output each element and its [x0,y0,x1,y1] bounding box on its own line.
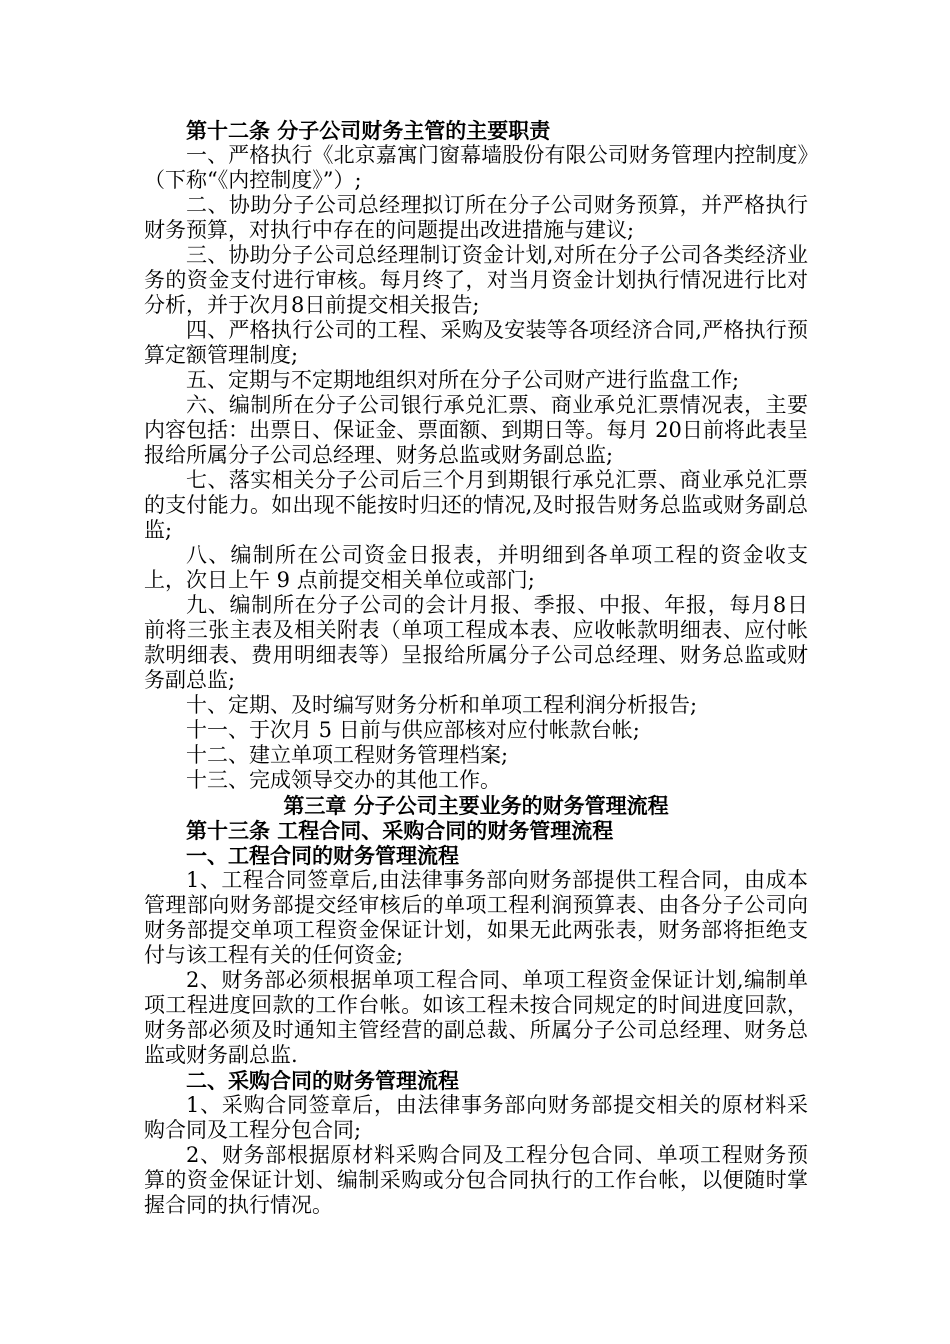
article-12-item-6: 六、编制所在分子公司银行承兑汇票、商业承兑汇票情况表，主要内容包括：出票日、保证金、票面额、到期日等。每月 20日前将此表呈报给所属分子公司总经理、财务总监或财务副总监; [144,393,808,467]
article-12-item-9: 九、编制所在分子公司的会计月报、季报、中报、年报，每月8日前将三张主表及相关附表（单项工程成本表、应收帐款明细表、应付帐款明细表、费用明细表等）呈报给所属分子公司总经理、财务总监或财务副总监; [144,593,808,692]
section-2-item-2: 2、财务部根据原材料采购合同及工程分包合同、单项工程财务预算的资金保证计划、编制采购或分包合同执行的工作台帐，以便随时掌握合同的执行情况。 [144,1143,808,1217]
section-2-heading: 二、采购合同的财务管理流程 [186,1068,459,1093]
article-12-item-12: 十二、建立单项工程财务管理档案; [186,743,509,767]
article-12-heading: 第十二条 分子公司财务主管的主要职责 [186,118,551,143]
chapter-3-heading: 第三章 分子公司主要业务的财务管理流程 [283,793,669,818]
article-12-item-5: 五、定期与不定期地组织对所在分子公司财产进行监盘工作; [186,368,740,392]
article-12-item-2: 二、协助分子公司总经理拟订所在分子公司财务预算，并严格执行财务预算，对执行中存在的问题提出改进措施与建议; [144,193,808,242]
article-12-item-7: 七、落实相关分子公司后三个月到期银行承兑汇票、商业承兑汇票的支付能力。如出现不能按时归还的情况,及时报告财务总监或财务副总监; [144,468,808,542]
article-12-item-1: 一、严格执行《北京嘉寓门窗幕墙股份有限公司财务管理内控制度》（下称“《内控制度》”）; [144,143,808,192]
section-2-item-1: 1、采购合同签章后，由法律事务部向财务部提交相关的原材料采购合同及工程分包合同; [144,1093,808,1142]
section-1-item-1: 1、工程合同签章后,由法律事务部向财务部提供工程合同，由成本管理部向财务部提交经审核后的单项工程利润预算表、由各分子公司向财务部提交单项工程资金保证计划，如果无此两张表，财务部将拒绝支付与该工程有关的任何资金; [144,868,808,967]
article-12-item-3: 三、协助分子公司总经理制订资金计划,对所在分子公司各类经济业务的资金支付进行审核。每月终了，对当月资金计划执行情况进行比对分析，并于次月8日前提交相关报告; [144,243,808,317]
section-1-item-2: 2、财务部必须根据单项工程合同、单项工程资金保证计划,编制单项工程进度回款的工作台帐。如该工程未按合同规定的时间进度回款，财务部必须及时通知主管经营的副总裁、所属分子公司总经理、财务总监或财务副总监. [144,968,808,1067]
article-13-heading: 第十三条 工程合同、采购合同的财务管理流程 [186,818,614,843]
article-12-item-10: 十、定期、及时编写财务分析和单项工程利润分析报告; [186,693,698,717]
section-1-heading: 一、工程合同的财务管理流程 [186,843,459,868]
article-12-item-8: 八、编制所在公司资金日报表，并明细到各单项工程的资金收支上，次日上午 9 点前提交相关单位或部门; [144,543,808,592]
article-12-item-13: 十三、完成领导交办的其他工作。 [186,768,501,792]
article-12-item-11: 十一、于次月 5 日前与供应部核对应付帐款台帐; [186,718,640,742]
document-page [144,118,808,1218]
article-12-item-4: 四、严格执行公司的工程、采购及安装等各项经济合同,严格执行预算定额管理制度; [144,318,808,367]
